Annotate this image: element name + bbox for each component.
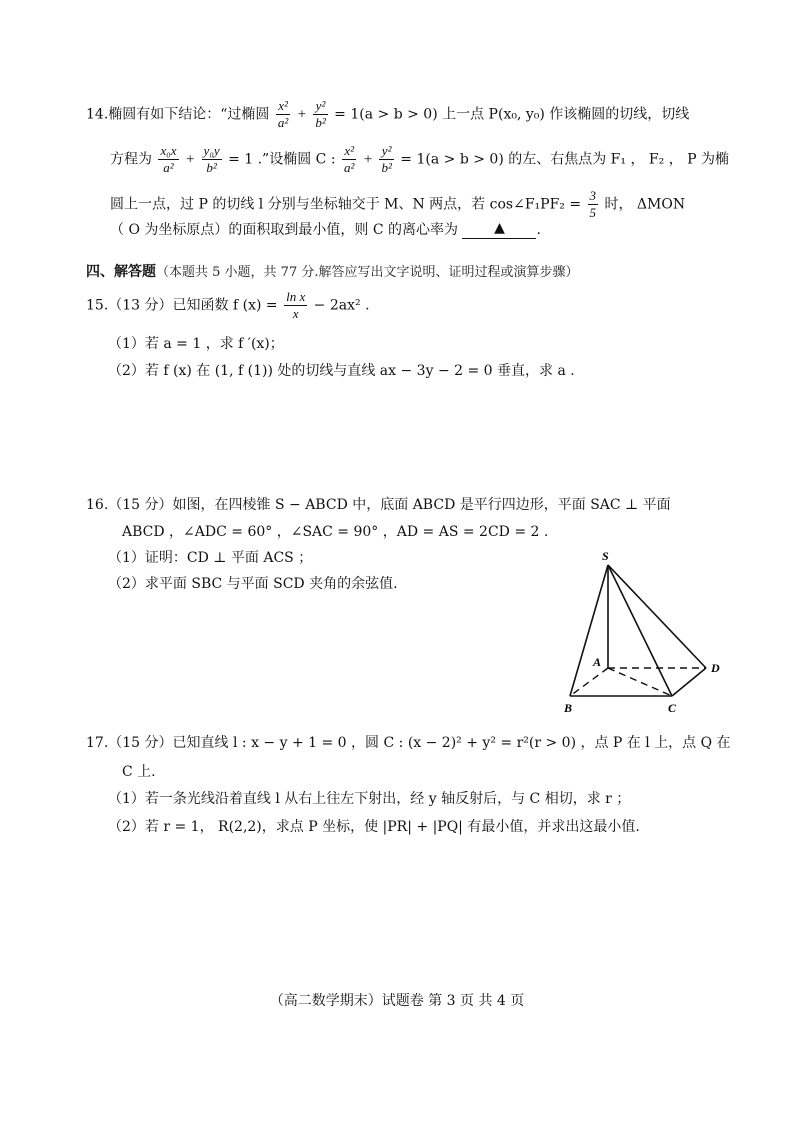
label-a: A (593, 655, 602, 669)
q14-text: = 1 .”设椭圆 C : (228, 151, 336, 168)
page-footer: （高二数学期末）试题卷 第 3 页 共 4 页 (269, 993, 525, 1009)
triangle-mark-icon: ▲ (494, 220, 505, 236)
fraction: $\frac{\text{x²}}{\text{a²}}$ (277, 98, 289, 130)
fraction: $\frac{\text{x₀x}}{\text{a²}}$ (160, 143, 177, 175)
q17-line-1: 17.（15 分）已知直线 l : x − y + 1 = 0 ，圆 C : (x − 2)² + y² = r²(r > 0) ，点 P 在 l 上，点 Q 在 (86, 735, 731, 751)
q15-text: 15.（13 分）已知函数 f (x) = (86, 297, 278, 314)
pyramid-figure (560, 550, 730, 720)
q14-line-4 (110, 220, 541, 241)
label-c: C (668, 701, 677, 715)
edge-sc (608, 565, 672, 696)
q14-text: 14.椭圆有如下结论：“过椭圆 (86, 106, 270, 123)
period: . (536, 222, 541, 238)
q16-part-2: （2）求平面 SBC 与平面 SCD 夹角的余弦值. (108, 576, 398, 592)
q14-line-1 (86, 98, 689, 131)
edge-ab (570, 668, 608, 696)
q15-text: − 2ax² . (313, 297, 370, 314)
q16-line-2: ABCD ，∠ADC = 60° ，∠SAC = 90° ，AD = AS = 2CD = 2 . (122, 524, 549, 540)
plus-sign: + (362, 151, 373, 168)
q14-line-2 (110, 143, 729, 176)
edge-sb (570, 565, 608, 696)
label-s: S (602, 550, 609, 563)
answer-blank (462, 218, 536, 239)
q16-part-1: （1）证明：CD ⊥ 平面 ACS ； (108, 550, 313, 566)
fraction: $\frac{\text{y²}}{\text{b²}}$ (381, 143, 392, 175)
fraction: $\frac{3}{5}$ (589, 188, 597, 220)
q15-line-1 (86, 289, 370, 322)
fraction: $\frac{\text{y₀y}}{\text{b²}}$ (203, 143, 220, 175)
edge-sd (608, 565, 706, 668)
fraction: $\frac{\text{ln x}}{x}$ (286, 289, 306, 321)
section-note: （本题共 5 小题，共 77 分.解答应写出文字说明、证明过程或演算步骤） (156, 265, 579, 280)
q14-text: 方程为 (110, 151, 152, 168)
section-title: 四、解答题 (86, 264, 156, 280)
q15-part-1: （1）若 a = 1 ，求 f ′(x)； (108, 336, 284, 352)
plus-sign: + (296, 106, 307, 123)
q15-part-2: （2）若 f (x) 在 (1, f (1)) 处的切线与直线 ax − 3y − 2 = 0 垂直，求 a . (108, 363, 575, 379)
q16-line-1: 16.（15 分）如图，在四棱锥 S − ABCD 中，底面 ABCD 是平行四边形，平面 SAC ⊥ 平面 (86, 497, 671, 513)
section-header (86, 262, 578, 283)
label-b: B (564, 701, 573, 715)
q14-line-3 (110, 188, 685, 221)
edge-ac (608, 668, 672, 696)
plus-sign: + (184, 151, 196, 168)
q17-line-2: C 上. (122, 764, 156, 780)
q17-part-1: （1）若一条光线沿着直线 l 从右上往左下射出，经 y 轴反射后，与 C 相切，求 r ； (108, 791, 631, 807)
q17-part-2: （2）若 r = 1， R(2,2)，求点 P 坐标，使 |PR| + |PQ| 有最小值，并求出这最小值. (108, 819, 640, 835)
fraction: $\frac{\text{x²}}{\text{a²}}$ (344, 143, 355, 175)
q14-text: （ O 为坐标原点）的面积取到最小值，则 C 的离心率为 (110, 222, 458, 238)
q14-text: 圆上一点，过 P 的切线 l 分别与坐标轴交于 M、N 两点，若 cos∠F₁PF₂ = (110, 196, 582, 213)
label-d: D (711, 661, 720, 675)
q14-text: 时， ΔMON (604, 196, 686, 213)
edge-cd (672, 668, 706, 696)
q14-text: = 1(a > b > 0) 的左、右焦点为 F₁ ， F₂ ， P 为椭 (400, 151, 730, 168)
fraction: $\frac{\text{y²}}{\text{b²}}$ (315, 98, 326, 130)
q14-text: = 1(a > b > 0) 上一点 P(x₀, y₀) 作该椭圆的切线，切线 (334, 106, 690, 123)
